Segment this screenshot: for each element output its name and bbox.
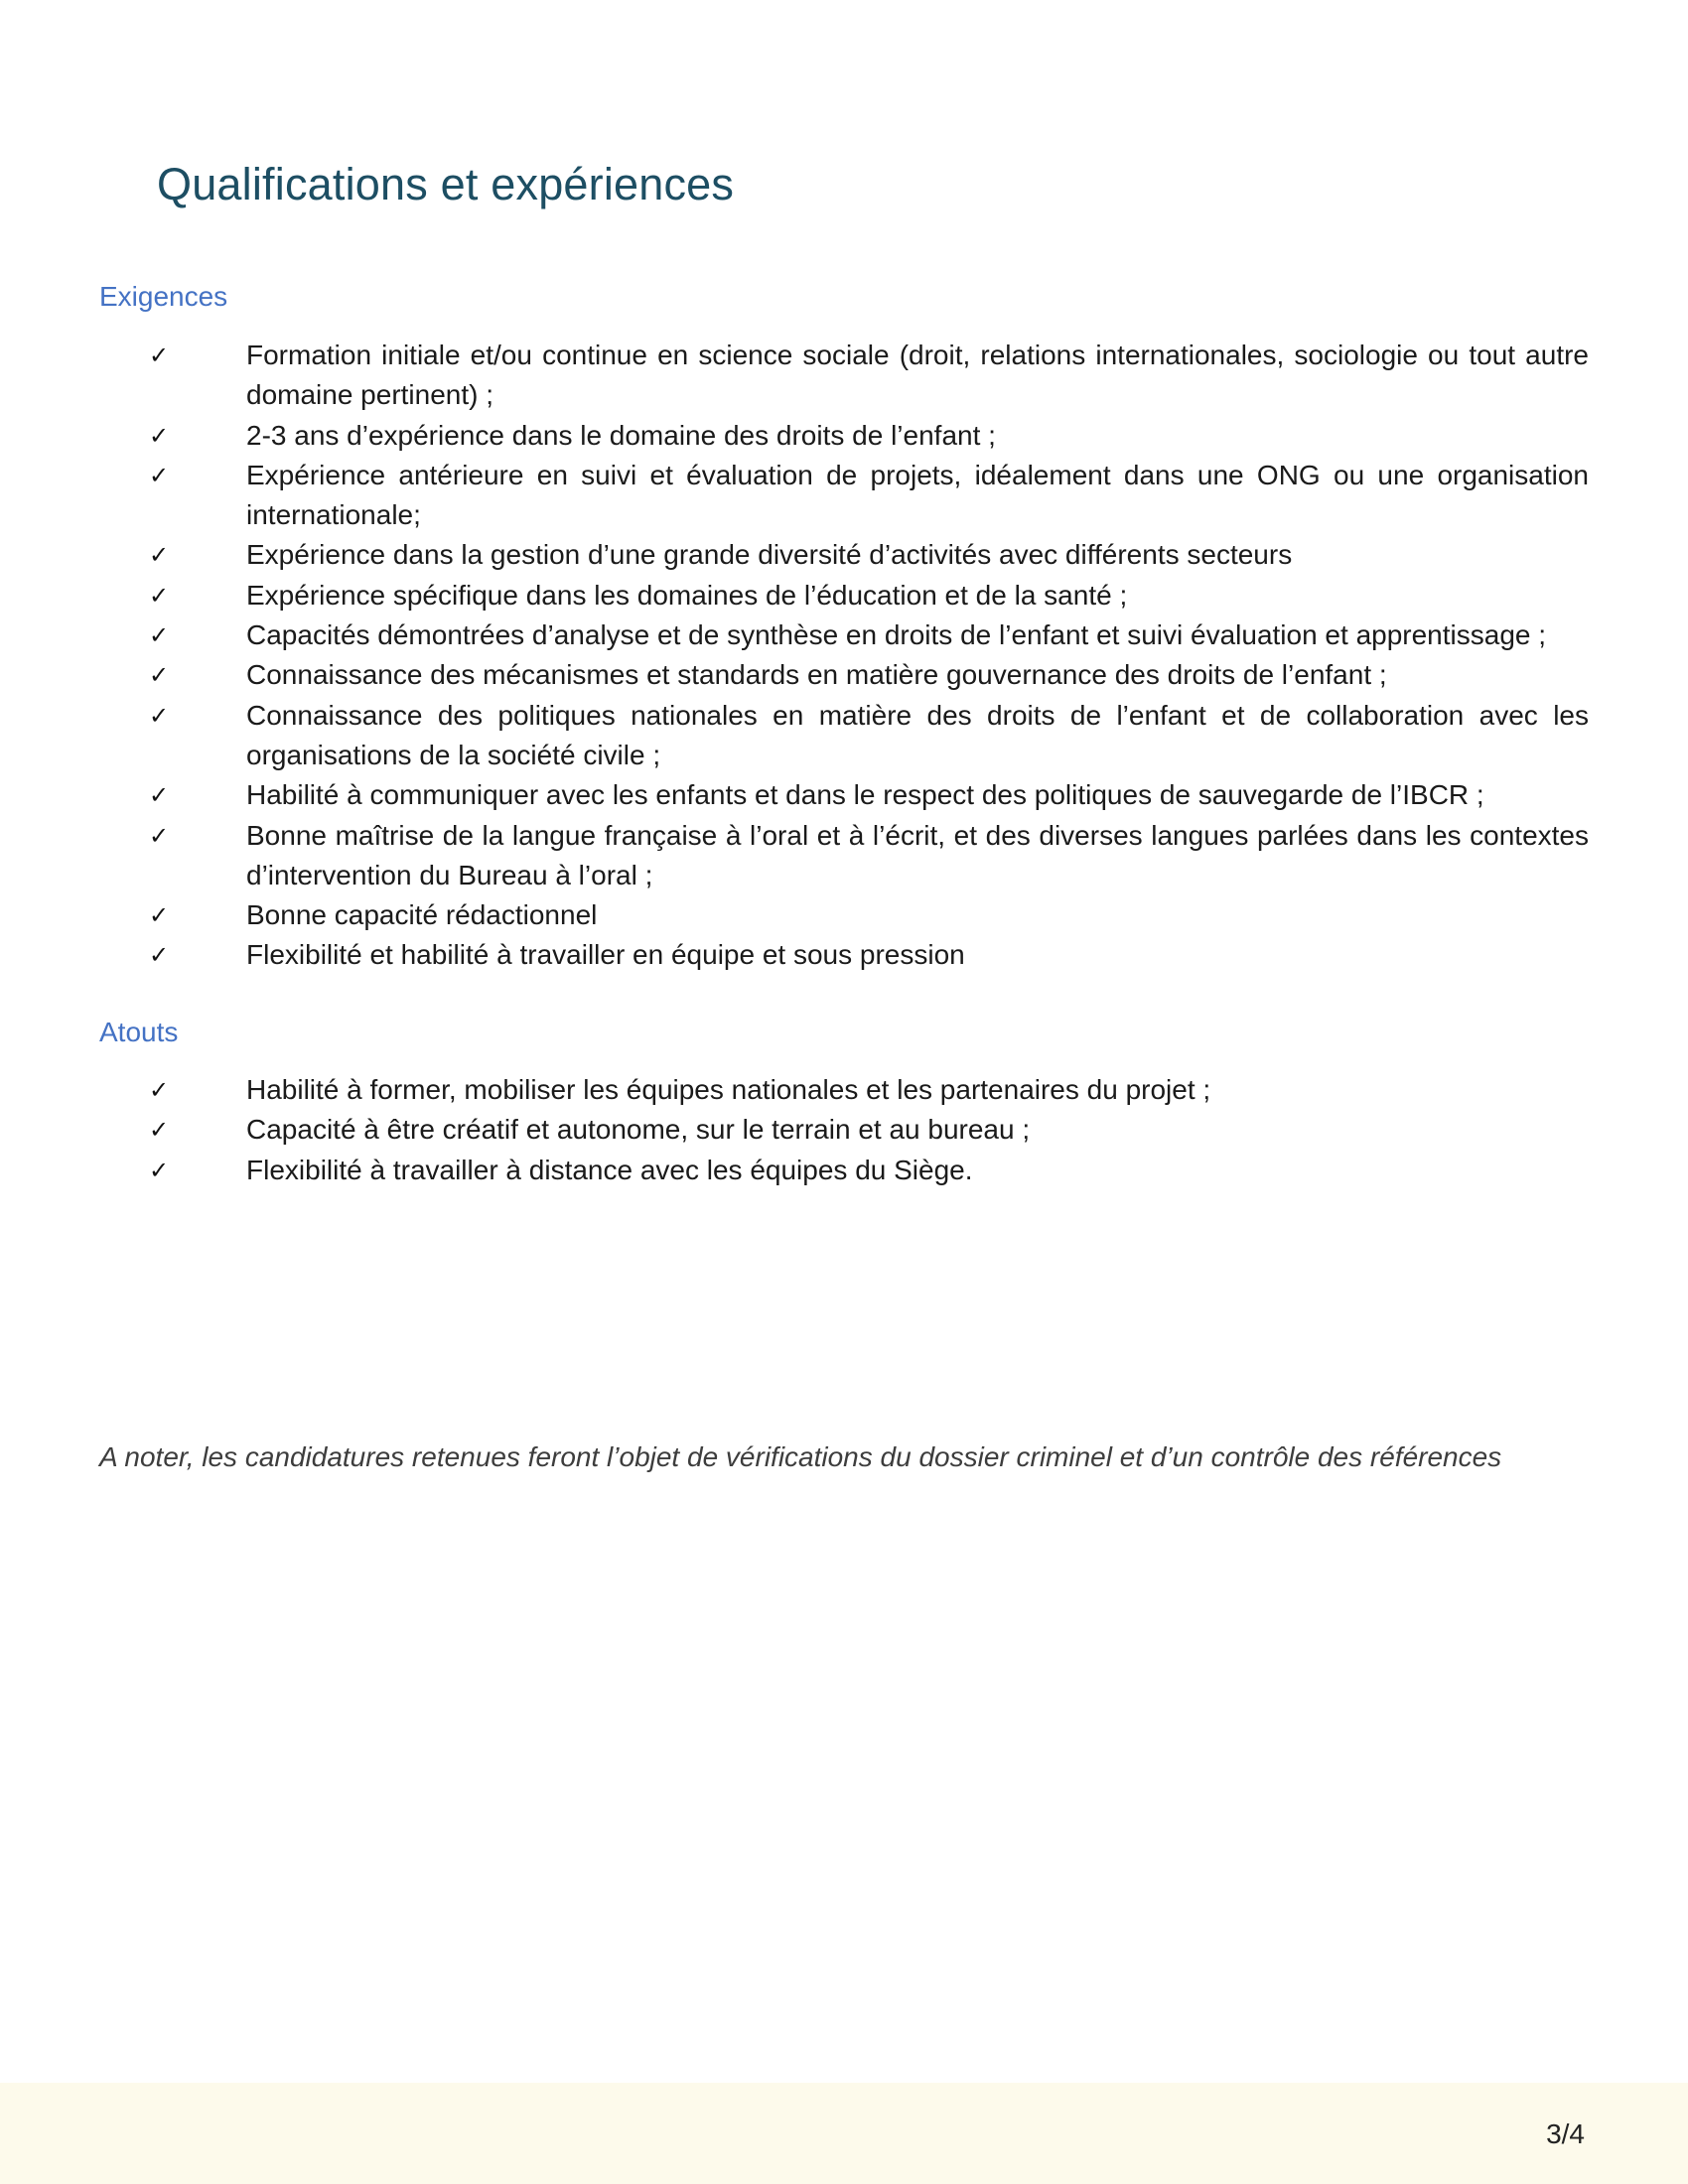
list-item — [99, 535, 1589, 575]
page-footer — [0, 2083, 1688, 2184]
list-item-text: Formation initiale et/ou continue en science sociale (droit, relations internationales, sociologie ou tout autre domaine pertinent) ; — [246, 340, 1589, 411]
list-item-text: Bonne maîtrise de la langue française à l’oral et à l’écrit, et des diverses langues parlées dans les contextes d’intervention du Bureau à l’oral ; — [246, 819, 1589, 890]
requirements-heading: Exigences — [99, 281, 228, 312]
list-item — [99, 775, 1589, 815]
list-item-text: Connaissance des mécanismes et standards en matière gouvernance des droits de l’enfant ; — [246, 659, 1387, 691]
background-check-note: A noter, les candidatures retenues feront l’objet de vérifications du dossier criminel et d’un contrôle des références — [99, 1441, 1502, 1472]
list-item-text: Flexibilité à travailler à distance avec les équipes du Siège. — [246, 1154, 973, 1185]
list-item-text: Flexibilité et habilité à travailler en équipe et sous pression — [246, 939, 965, 971]
requirements-list — [99, 336, 1589, 976]
checkmark-icon: ✓ — [149, 461, 170, 489]
list-item-text: Bonne capacité rédactionnel — [246, 899, 598, 931]
checkmark-icon: ✓ — [149, 941, 170, 970]
list-item — [99, 655, 1589, 695]
checkmark-icon: ✓ — [149, 661, 170, 690]
assets-list — [99, 1070, 1589, 1190]
list-item — [99, 615, 1589, 655]
list-item-text: Habilité à former, mobiliser les équipes nationales et les partenaires du projet ; — [246, 1074, 1211, 1105]
checkmark-icon: ✓ — [149, 341, 170, 369]
checkmark-icon: ✓ — [149, 781, 170, 810]
list-item — [99, 1110, 1589, 1150]
list-item-text: 2-3 ans d’expérience dans le domaine des droits de l’enfant ; — [246, 419, 996, 451]
checkmark-icon: ✓ — [149, 901, 170, 930]
list-item — [99, 576, 1589, 615]
list-item — [99, 1151, 1589, 1190]
checkmark-icon: ✓ — [149, 821, 170, 850]
page-title: Qualifications et expériences — [157, 159, 735, 209]
list-item — [99, 935, 1589, 975]
checkmark-icon: ✓ — [149, 1116, 170, 1145]
assets-heading: Atouts — [99, 1017, 179, 1047]
checkmark-icon: ✓ — [149, 421, 170, 450]
checkmark-icon: ✓ — [149, 621, 170, 650]
list-item-text: Capacité à être créatif et autonome, sur le terrain et au bureau ; — [246, 1114, 1031, 1146]
list-item-text: Habilité à communiquer avec les enfants et dans le respect des politiques de sauvegarde de l’IBCR ; — [246, 779, 1484, 811]
list-item — [99, 816, 1589, 896]
list-item-text: Expérience antérieure en suivi et évaluation de projets, idéalement dans une ONG ou une organisation internationale; — [246, 459, 1589, 531]
list-item — [99, 1070, 1589, 1110]
list-item — [99, 336, 1589, 416]
checkmark-icon: ✓ — [149, 581, 170, 610]
list-item-text: Capacités démontrées d’analyse et de synthèse en droits de l’enfant et suivi évaluation et apprentissage ; — [246, 619, 1547, 651]
checkmark-icon: ✓ — [149, 1076, 170, 1104]
checkmark-icon: ✓ — [149, 1156, 170, 1184]
list-item — [99, 416, 1589, 456]
checkmark-icon: ✓ — [149, 541, 170, 570]
checkmark-icon: ✓ — [149, 701, 170, 730]
list-item — [99, 456, 1589, 536]
list-item — [99, 696, 1589, 776]
page-number: 3/4 — [1546, 2118, 1585, 2149]
list-item-text: Expérience spécifique dans les domaines de l’éducation et de la santé ; — [246, 579, 1128, 611]
list-item-text: Expérience dans la gestion d’une grande diversité d’activités avec différents secteurs — [246, 539, 1293, 571]
list-item — [99, 895, 1589, 935]
list-item-text: Connaissance des politiques nationales en matière des droits de l’enfant et de collaboration avec les organisations de la société civile ; — [246, 699, 1589, 770]
